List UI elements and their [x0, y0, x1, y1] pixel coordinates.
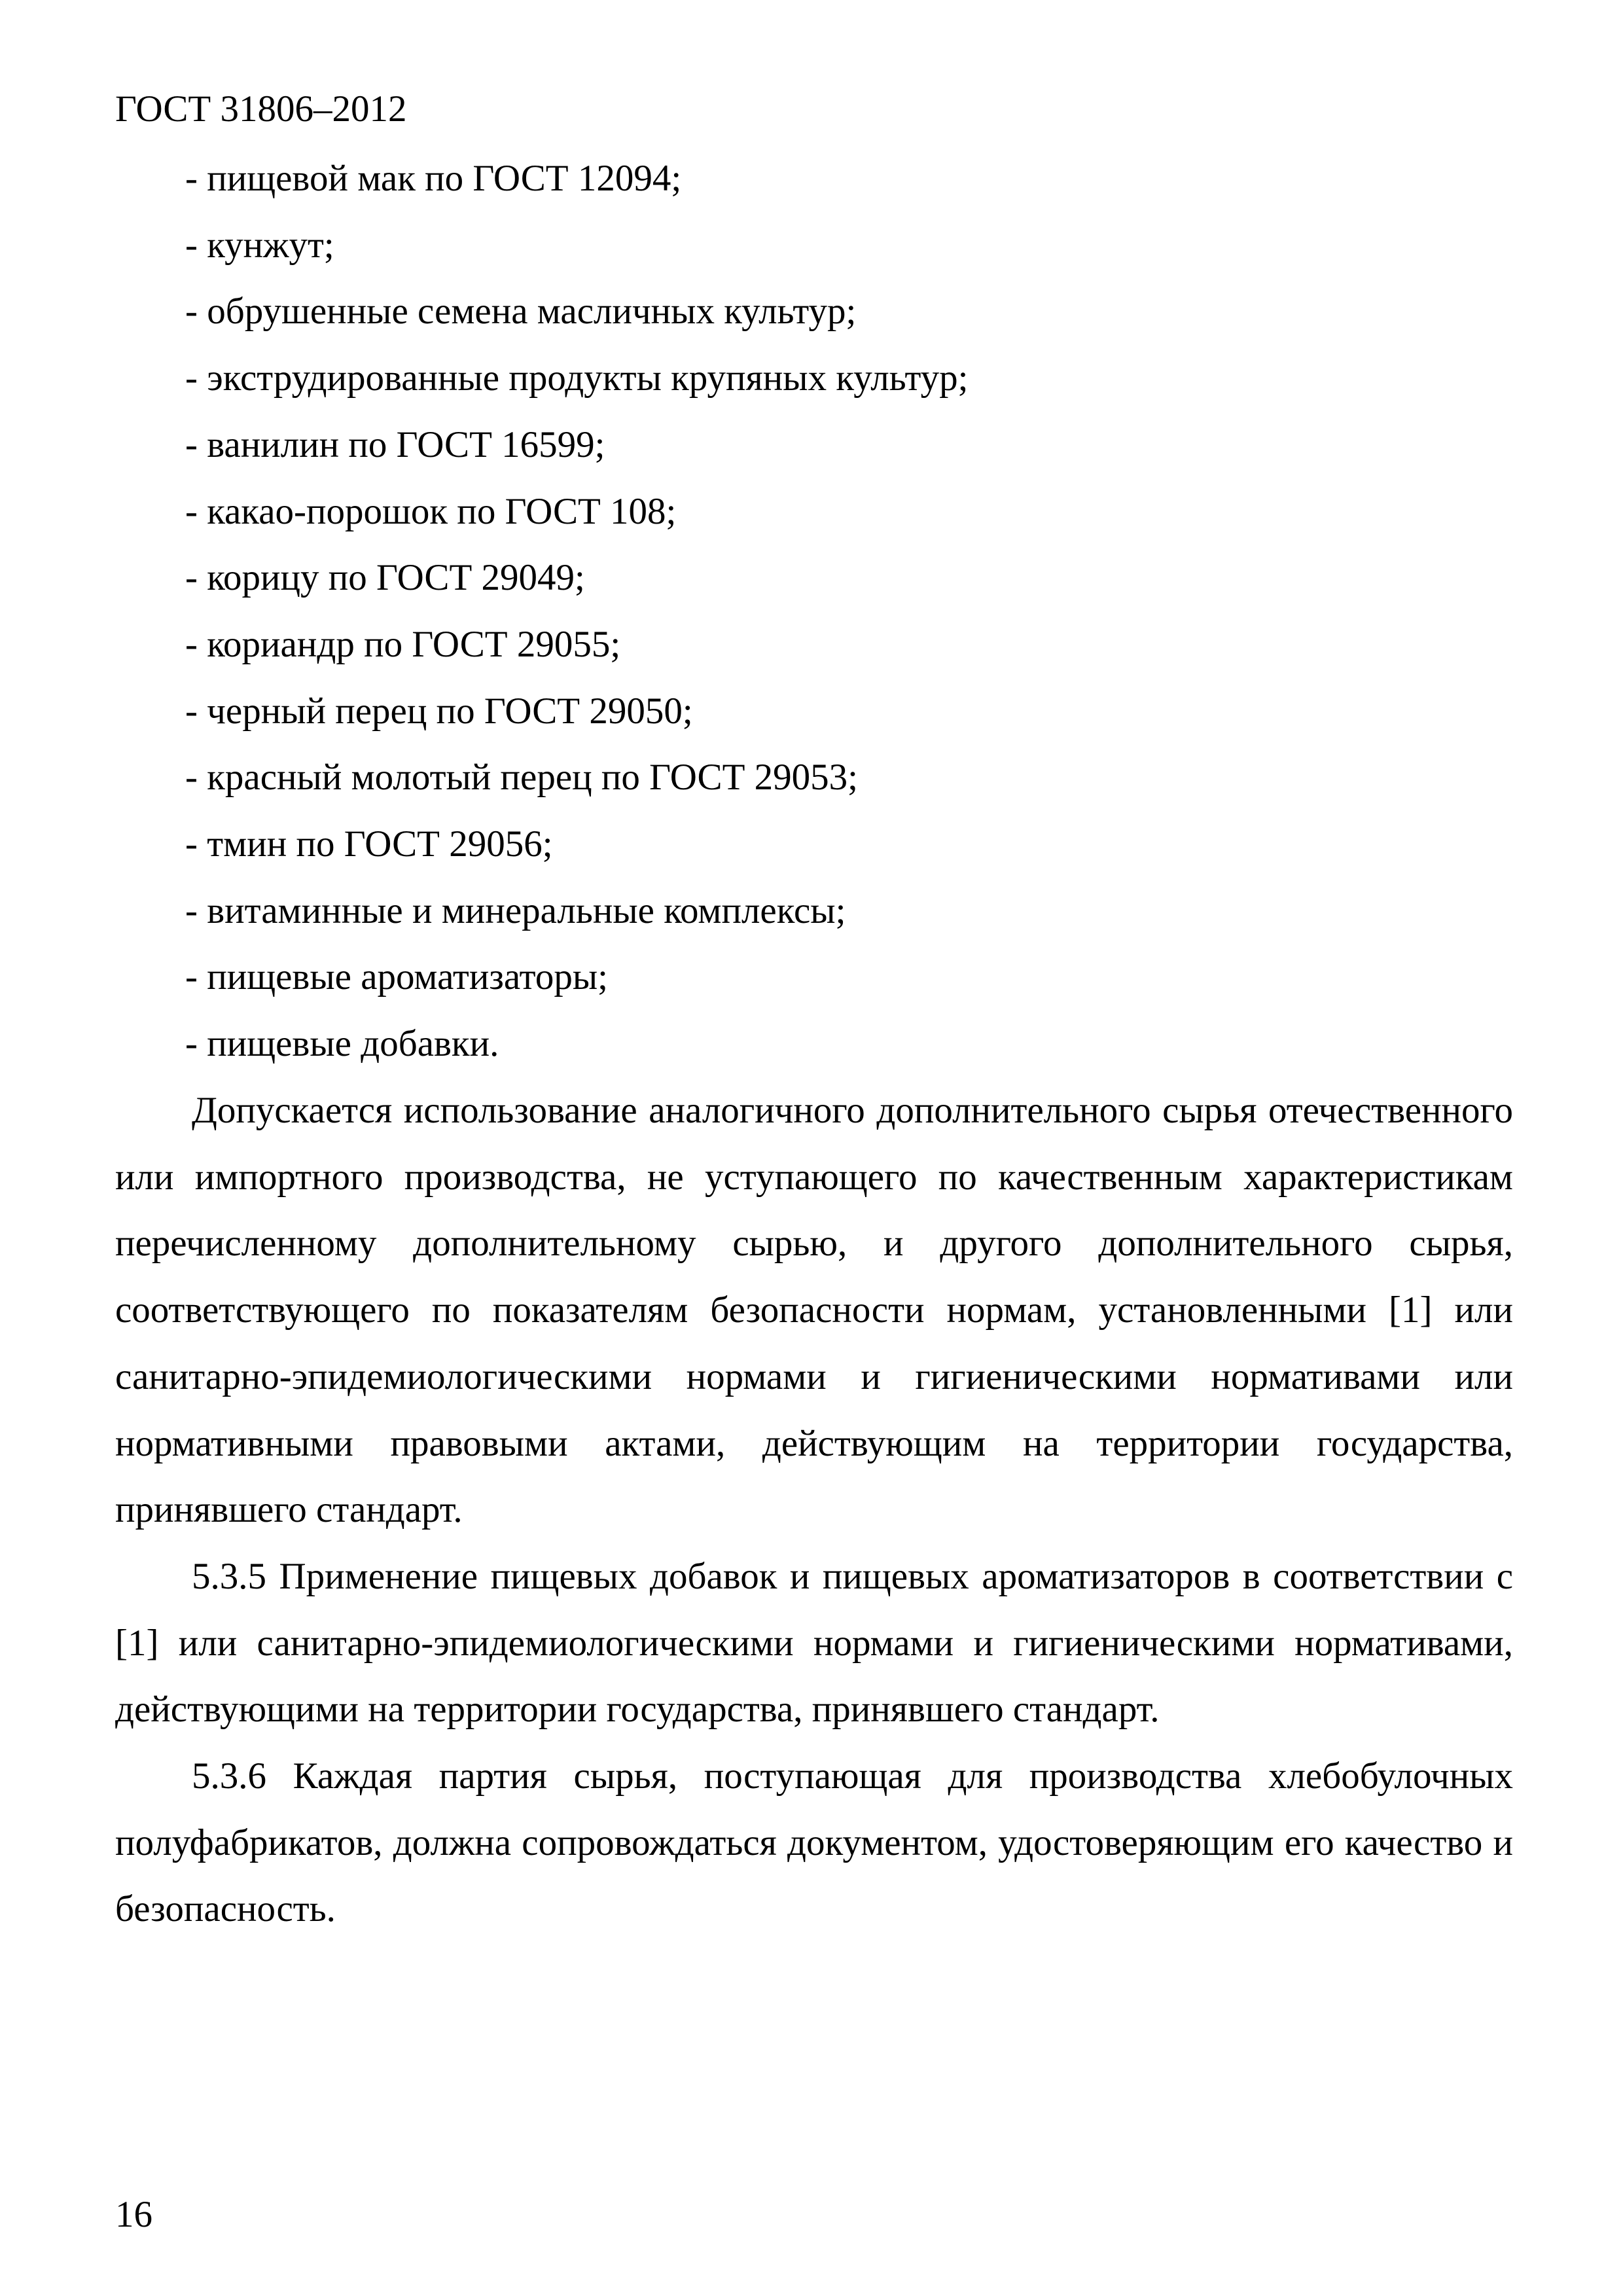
list-item: - кунжут;: [185, 224, 334, 266]
list-item: - пищевые добавки.: [185, 1023, 499, 1065]
list-item: - черный перец по ГОСТ 29050;: [185, 690, 693, 732]
page-number: 16: [115, 2194, 152, 2235]
paragraph-alternative-raw-materials: Допускается использование аналогичного дополнительного сырья отечественного или импортного производства, не уступающего по качественным характеристикам перечисленному дополнительному сырью, и другого дополнительного сырья, соответствующего по показателям безопасности нормам, установленными [1] или санитарно-эпидемиологическими нормами и гигиеническими нормативами или нормативными правовыми актами, действующим на территории государства, принявшего стандарт.: [115, 1090, 1513, 1531]
list-item: - тмин по ГОСТ 29056;: [185, 823, 553, 865]
list-item: - витаминные и минеральные комплексы;: [185, 889, 846, 931]
list-item: - пищевые ароматизаторы;: [185, 956, 608, 998]
raw-materials-list: [185, 145, 968, 1077]
paragraph-5-3-5: 5.3.5 Применение пищевых добавок и пищевых ароматизаторов в соответствии с [1] или санитарно-эпидемиологическими нормами и гигиеническими нормативами, действующими на территории государства, принявшего стандарт.: [115, 1556, 1513, 1731]
document-header: ГОСТ 31806–2012: [115, 88, 407, 130]
list-item: - ванилин по ГОСТ 16599;: [185, 423, 605, 465]
list-item: - пищевой мак по ГОСТ 12094;: [185, 158, 682, 199]
list-item: - экструдированные продукты крупяных культур;: [185, 357, 969, 399]
list-item: - обрушенные семена масличных культур;: [185, 291, 857, 332]
list-item: - корицу по ГОСТ 29049;: [185, 557, 585, 599]
paragraph-5-3-6: 5.3.6 Каждая партия сырья, поступающая для производства хлебобулочных полуфабрикатов, должна сопровождаться документом, удостоверяющим его качество и безопасность.: [115, 1755, 1513, 1930]
list-item: - кориандр по ГОСТ 29055;: [185, 623, 621, 665]
list-item: - красный молотый перец по ГОСТ 29053;: [185, 757, 858, 798]
list-item: - какао-порошок по ГОСТ 108;: [185, 490, 677, 532]
